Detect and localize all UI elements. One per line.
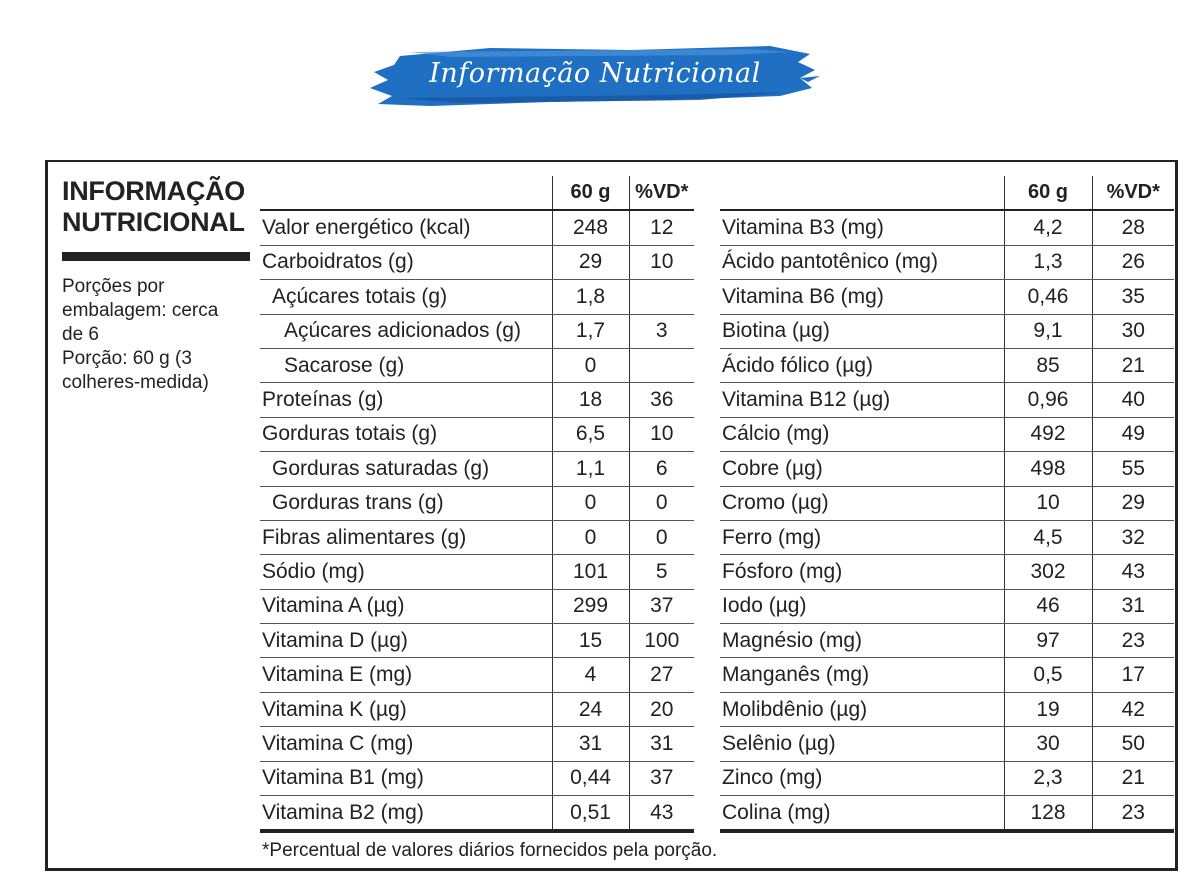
nutrient-row: [720, 761, 1174, 795]
nutrient-amount: 0,96: [1004, 383, 1092, 417]
nutrient-label: Vitamina B2 (mg): [260, 796, 552, 832]
nutrient-row: [260, 210, 694, 245]
nutrient-label: Fibras alimentares (g): [260, 520, 552, 554]
nutrient-label: Magnésio (mg): [720, 624, 1004, 658]
nutrient-dv: 31: [629, 727, 694, 761]
nutrient-dv: 0: [629, 486, 694, 520]
footnote: *Percentual de valores diários fornecidos pela porção.: [262, 840, 718, 861]
nutrient-label: Vitamina A (µg): [260, 589, 552, 623]
nutrient-row: [720, 520, 1174, 554]
nutrient-dv: 20: [629, 692, 694, 726]
nutrient-dv: 30: [1092, 314, 1174, 348]
nutrient-dv: 23: [1092, 796, 1174, 832]
nutrient-row: [260, 761, 694, 795]
nutrient-row: [720, 658, 1174, 692]
nutrient-row: [720, 624, 1174, 658]
nutrient-amount: 299: [552, 589, 629, 623]
nutrient-table-right: [720, 176, 1174, 833]
header-dv: %VD*: [1092, 176, 1174, 210]
nutrient-row: [260, 658, 694, 692]
nutrient-amount: 1,1: [552, 452, 629, 486]
nutrient-label: Proteínas (g): [260, 383, 552, 417]
nutrient-row: [260, 727, 694, 761]
nutrient-dv: 0: [629, 520, 694, 554]
nutrient-dv: 21: [1092, 761, 1174, 795]
nutrient-amount: 2,3: [1004, 761, 1092, 795]
nutrient-dv: 23: [1092, 624, 1174, 658]
nutrient-label: Manganês (mg): [720, 658, 1004, 692]
nutrient-dv: [629, 348, 694, 382]
nutrient-label: Zinco (mg): [720, 761, 1004, 795]
header-blank-cell: [720, 176, 1004, 210]
nutrient-amount: 6,5: [552, 417, 629, 451]
nutrient-label: Vitamina B3 (mg): [720, 210, 1004, 245]
nutrient-dv: 100: [629, 624, 694, 658]
nutrient-label: Gorduras trans (g): [260, 486, 552, 520]
nutrient-amount: 0: [552, 348, 629, 382]
nutrient-label: Cromo (µg): [720, 486, 1004, 520]
nutrient-amount: 4,2: [1004, 210, 1092, 245]
nutrient-amount: 1,7: [552, 314, 629, 348]
nutrient-dv: 3: [629, 314, 694, 348]
nutrient-dv: 50: [1092, 727, 1174, 761]
nutrient-amount: 30: [1004, 727, 1092, 761]
nutrient-row: [260, 383, 694, 417]
nutrient-amount: 46: [1004, 589, 1092, 623]
nutrient-row: [720, 589, 1174, 623]
nutrient-amount: 302: [1004, 555, 1092, 589]
nutrient-dv: 37: [629, 589, 694, 623]
nutrient-row: [720, 796, 1174, 832]
nutrient-dv: 49: [1092, 417, 1174, 451]
nutrient-label: Açúcares totais (g): [260, 280, 552, 314]
nutrition-panel: [45, 160, 1178, 871]
nutrient-amount: 0,44: [552, 761, 629, 795]
nutrient-label: Sódio (mg): [260, 555, 552, 589]
nutrient-dv: 35: [1092, 280, 1174, 314]
nutrient-label: Cálcio (mg): [720, 417, 1004, 451]
nutrient-row: [260, 452, 694, 486]
nutrient-label: Vitamina K (µg): [260, 692, 552, 726]
nutrient-amount: 0,51: [552, 796, 629, 832]
nutrient-label: Molibdênio (µg): [720, 692, 1004, 726]
nutrient-row: [260, 280, 694, 314]
nutrient-row: [260, 624, 694, 658]
nutrient-amount: 97: [1004, 624, 1092, 658]
nutrient-row: [260, 555, 694, 589]
nutrient-dv: 43: [629, 796, 694, 832]
table-header-row: [720, 176, 1174, 210]
nutrient-amount: 0: [552, 486, 629, 520]
nutrient-amount: 10: [1004, 486, 1092, 520]
nutrient-row: [260, 796, 694, 832]
title-rule: [62, 252, 250, 261]
nutrient-row: [260, 589, 694, 623]
nutrient-amount: 0,46: [1004, 280, 1092, 314]
nutrient-dv: 55: [1092, 452, 1174, 486]
nutrient-row: [260, 692, 694, 726]
nutrient-row: [720, 452, 1174, 486]
nutrient-row: [720, 314, 1174, 348]
title-banner: [370, 38, 820, 110]
nutrient-amount: 18: [552, 383, 629, 417]
nutrient-dv: 26: [1092, 245, 1174, 279]
nutrient-amount: 29: [552, 245, 629, 279]
nutrient-amount: 85: [1004, 348, 1092, 382]
nutrient-amount: 101: [552, 555, 629, 589]
nutrient-row: [720, 245, 1174, 279]
nutrient-label: Vitamina C (mg): [260, 727, 552, 761]
nutrient-label: Ácido pantotênico (mg): [720, 245, 1004, 279]
nutrient-label: Cobre (µg): [720, 452, 1004, 486]
nutrient-dv: 10: [629, 417, 694, 451]
nutrient-label: Ácido fólico (µg): [720, 348, 1004, 382]
nutrient-dv: 12: [629, 210, 694, 245]
nutrient-amount: 19: [1004, 692, 1092, 726]
nutrient-amount: 492: [1004, 417, 1092, 451]
nutrient-dv: 5: [629, 555, 694, 589]
nutrient-dv: 28: [1092, 210, 1174, 245]
nutrient-label: Vitamina D (µg): [260, 624, 552, 658]
nutrient-dv: 40: [1092, 383, 1174, 417]
nutrient-row: [720, 417, 1174, 451]
nutrient-amount: 1,8: [552, 280, 629, 314]
panel-sidebar: [62, 176, 252, 395]
banner-title: Informação Nutricional: [429, 58, 761, 89]
nutrient-label: Gorduras saturadas (g): [260, 452, 552, 486]
header-blank-cell: [260, 176, 552, 210]
nutrient-dv: 31: [1092, 589, 1174, 623]
nutrient-row: [720, 555, 1174, 589]
nutrient-row: [720, 727, 1174, 761]
nutrient-row: [260, 245, 694, 279]
nutrient-label: Açúcares adicionados (g): [260, 314, 552, 348]
nutrient-row: [260, 348, 694, 382]
nutrient-row: [720, 210, 1174, 245]
nutrient-label: Ferro (mg): [720, 520, 1004, 554]
nutrient-row: [260, 417, 694, 451]
nutrient-dv: 27: [629, 658, 694, 692]
nutrient-dv: 6: [629, 452, 694, 486]
nutrient-dv: 32: [1092, 520, 1174, 554]
nutrient-row: [260, 520, 694, 554]
nutrient-label: Sacarose (g): [260, 348, 552, 382]
nutrient-row: [720, 486, 1174, 520]
header-amount: 60 g: [1004, 176, 1092, 210]
nutrient-dv: [629, 280, 694, 314]
nutrient-row: [720, 692, 1174, 726]
nutrient-label: Valor energético (kcal): [260, 210, 552, 245]
nutrient-amount: 15: [552, 624, 629, 658]
nutrient-amount: 248: [552, 210, 629, 245]
nutrient-row: [720, 280, 1174, 314]
nutrient-label: Selênio (µg): [720, 727, 1004, 761]
nutrient-row: [720, 383, 1174, 417]
servings-text: Porções por embalagem: cerca de 6 Porção: 60 g (3 colheres-medida): [62, 276, 219, 393]
nutrient-label: Fósforo (mg): [720, 555, 1004, 589]
nutrient-dv: 36: [629, 383, 694, 417]
table-header-row: [260, 176, 694, 210]
nutrient-label: Vitamina B6 (mg): [720, 280, 1004, 314]
nutrient-amount: 0: [552, 520, 629, 554]
nutrient-dv: 21: [1092, 348, 1174, 382]
nutrient-label: Gorduras totais (g): [260, 417, 552, 451]
nutrient-amount: 128: [1004, 796, 1092, 832]
nutrient-label: Biotina (µg): [720, 314, 1004, 348]
nutrient-label: Colina (mg): [720, 796, 1004, 832]
nutrient-amount: 4: [552, 658, 629, 692]
nutrient-row: [260, 314, 694, 348]
nutrient-amount: 498: [1004, 452, 1092, 486]
nutrient-dv: 29: [1092, 486, 1174, 520]
nutrient-amount: 9,1: [1004, 314, 1092, 348]
nutrient-row: [260, 486, 694, 520]
panel-title: INFORMAÇÃO NUTRICIONAL: [62, 176, 245, 237]
header-amount: 60 g: [552, 176, 629, 210]
header-dv: %VD*: [629, 176, 694, 210]
nutrient-dv: 10: [629, 245, 694, 279]
nutrient-label: Iodo (µg): [720, 589, 1004, 623]
nutrient-label: Vitamina B12 (µg): [720, 383, 1004, 417]
nutrient-dv: 17: [1092, 658, 1174, 692]
nutrient-amount: 31: [552, 727, 629, 761]
nutrient-dv: 37: [629, 761, 694, 795]
nutrient-label: Vitamina B1 (mg): [260, 761, 552, 795]
nutrient-amount: 0,5: [1004, 658, 1092, 692]
nutrient-dv: 42: [1092, 692, 1174, 726]
nutrient-label: Carboidratos (g): [260, 245, 552, 279]
nutrient-amount: 24: [552, 692, 629, 726]
nutrient-row: [720, 348, 1174, 382]
nutrient-dv: 43: [1092, 555, 1174, 589]
nutrient-label: Vitamina E (mg): [260, 658, 552, 692]
nutrient-amount: 4,5: [1004, 520, 1092, 554]
nutrient-amount: 1,3: [1004, 245, 1092, 279]
nutrient-table-left: [260, 176, 694, 833]
